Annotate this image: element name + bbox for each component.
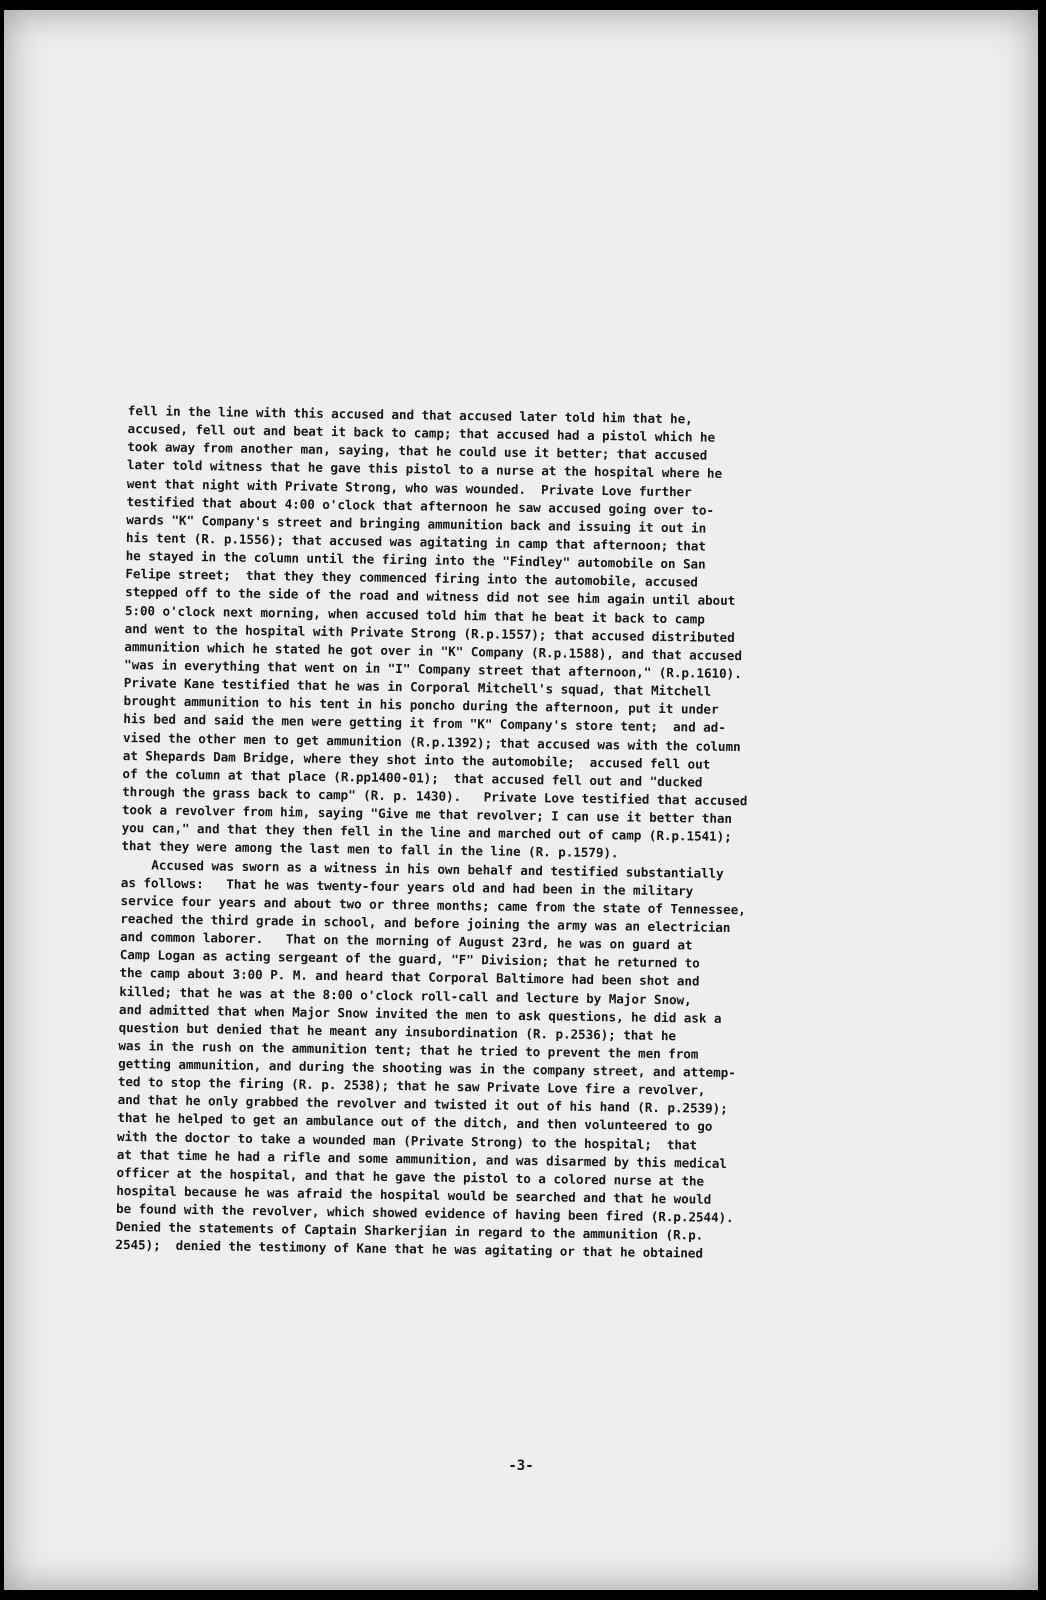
text-line: be found with the revolver, which showed evidence of having been fired (R.p.2544). [115,1201,734,1226]
text-line: went that night with Private Strong, who was wounded. Private Love further [126,475,692,499]
text-line: getting ammunition, and during the shooting was in the company street, and attemp- [118,1055,736,1081]
text-line: wards "K" Company's street and bringing ammunition back and issuing it out in [126,511,707,536]
text-line: and went to the hospital with Private Strong (R.p.1557); that accused distributed [124,620,735,645]
text-line: that they were among the last men to fall in the line (R. p.1579). [121,838,619,861]
text-line: reached the third grade in school, and before joining the army was an electrician [120,910,731,935]
text-line: Denied the statements of Captain Sharkerjian in regard to the ammunition (R.p. [115,1219,704,1243]
text-line: killed; that he was at the 8:00 o'clock roll-call and lecture by Major Snow, [119,983,692,1007]
text-line: his bed and said the men were getting it from "K" Company's store tent; and ad- [123,711,726,736]
text-line: 5:00 o'clock next morning, when accused told him that he beat it back to camp [124,602,705,627]
text-line: and admitted that when Major Snow invited the men to ask questions, he did ask a [118,1001,722,1026]
text-line: at that time he had a rifle and some ammunition, and was disarmed by this medical [116,1146,727,1171]
text-line: Accused was sworn as a witness in his own behalf and testified substantially [121,856,724,881]
text-line: at Shepards Dam Bridge, where they shot into the automobile; accused fell out [122,747,711,772]
text-line: of the column at that place (R.pp1400-01); that accused fell out and "ducked [122,765,703,790]
text-line: fell in the line with this accused and that accused later told him that he, [127,402,693,427]
text-line: stepped off to the side of the road and witness did not see him again until about [125,584,736,609]
text-line: his tent (R. p.1556); that accused was agitating in camp that afternoon; that [125,529,707,554]
text-line: took away from another man, saying, that he could use it better; that accused [127,439,708,463]
text-line: through the grass back to camp" (R. p. 1430). Private Love testified that accused [122,783,748,809]
text-line: as follows: That he was twenty-four years old and had been in the military [120,874,694,899]
text-line: with the doctor to take a wounded man (Private Strong) to the hospital; that [116,1128,698,1153]
text-line: question but denied that he meant any insubordination (R. p.2536); that he [118,1019,677,1043]
text-line: ammunition which he stated he got over in "K" Company (R.p.1588), and that accused [124,638,743,663]
text-line: that he helped to get an ambulance out of the ditch, and then volunteered to go [117,1110,713,1135]
text-line: and that he only grabbed the revolver and twisted it out of his hand (R. p.2539); [117,1092,728,1117]
body-text [115,402,928,1266]
text-line: officer at the hospital, and that he gave the pistol to a colored nurse at the [116,1164,705,1189]
text-line: the camp about 3:00 P. M. and heard that Corporal Baltimore had been shot and [119,965,700,989]
text-line: vised the other men to get ammunition (R.p.1392); that accused was with the column [122,729,741,754]
text-line: brought ammunition to his tent in his poncho during the afternoon, put it under [123,693,719,718]
text-line: accused, fell out and beat it back to camp; that accused had a pistol which he [127,421,716,445]
page-number: -3- [508,1458,534,1474]
text-line: he stayed in the column until the firing into the "Findley" automobile on San [125,548,706,572]
text-line: ted to stop the firing (R. p. 2538); that he saw Private Love fire a revolver, [117,1074,706,1098]
text-line: 2545); denied the testimony of Kane that he was agitating or that he obtained [115,1237,704,1262]
text-line: later told witness that he gave this pistol to a nurse at the hospital where he [126,457,723,482]
text-line: "was in everything that went on in "I" Company street that afternoon," (R.p.1610). [123,656,742,682]
text-line: Camp Logan as acting sergeant of the guard, "F" Division; that he returned to [119,947,700,971]
text-line: testified that about 4:00 o'clock that afternoon he saw accused going over to- [126,493,715,518]
text-line: you can," and that they then fell in the line and marched out of camp (R.p.1541); [121,820,732,845]
text-line: hospital because he was afraid the hospital would be searched and that he would [116,1182,712,1207]
text-line: took a revolver from him, saying "Give me that revolver; I can use it better than [121,802,733,827]
document-page [4,10,1038,1590]
text-line: and common laborer. That on the morning of August 23rd, he was on guard at [119,929,693,953]
text-line: service four years and about two or three months; came from the state of Tennessee, [120,892,746,918]
text-line: was in the rush on the ammunition tent; that he tried to prevent the men from [118,1037,699,1062]
text-line: Felipe street; that they they commenced firing into the automobile, accused [125,566,698,590]
text-line: Private Kane testified that he was in Corporal Mitchell's squad, that Mitchell [123,675,712,699]
